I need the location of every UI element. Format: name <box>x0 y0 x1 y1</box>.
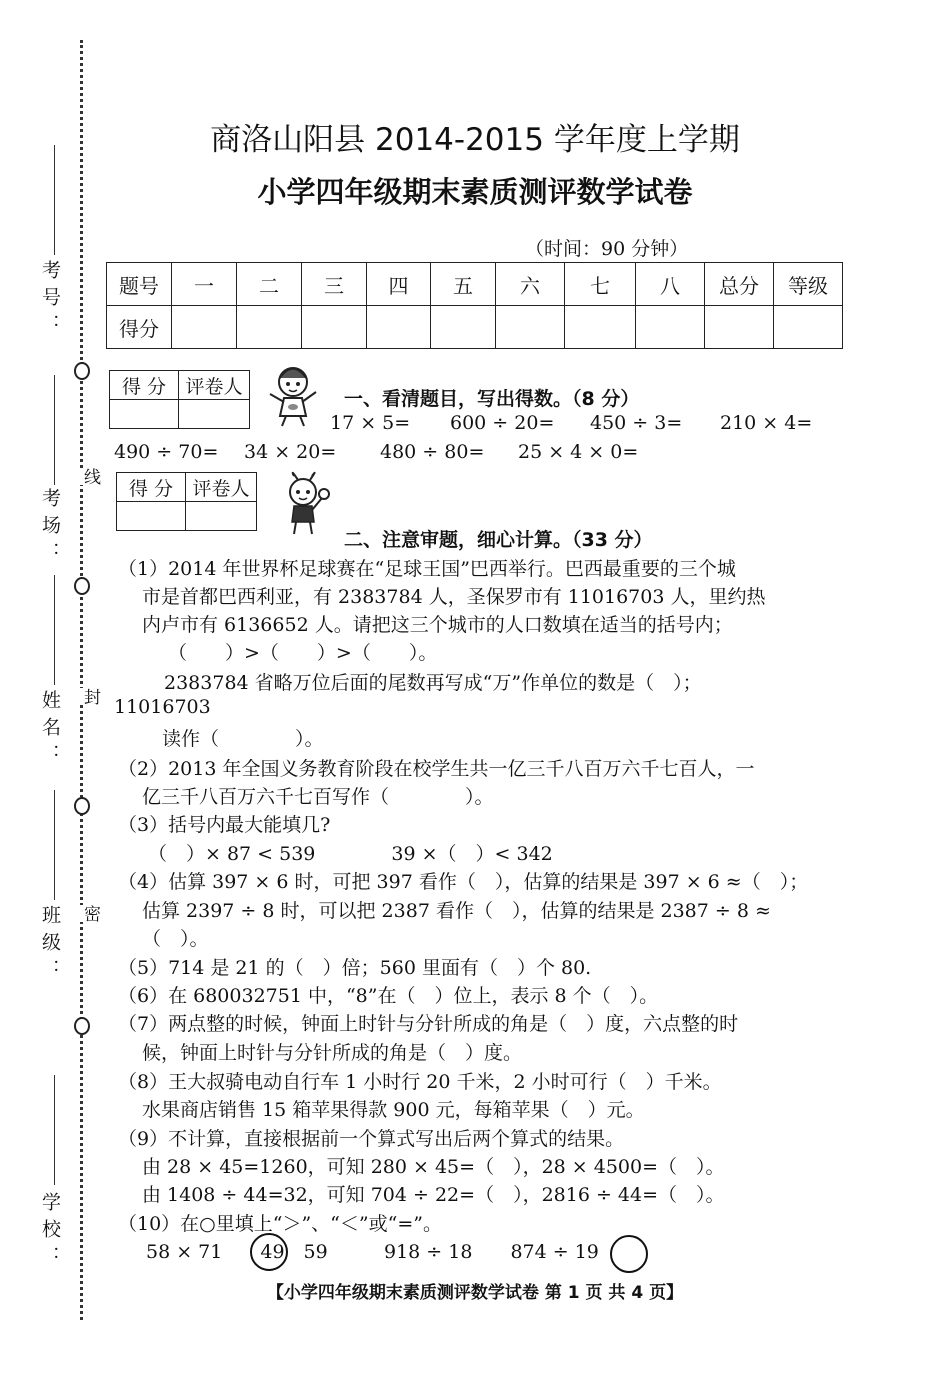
score-table-header-cell: 六 <box>496 263 565 306</box>
exam-number-label: 考号： <box>39 260 61 341</box>
grader-score-cell <box>117 502 186 531</box>
score-cell <box>431 306 496 349</box>
grader-score-cell <box>110 400 179 429</box>
score-table-header-cell: 二 <box>237 263 302 306</box>
score-table-header-cell: 八 <box>636 263 705 306</box>
question-line: 读作（ ）。 <box>162 728 324 750</box>
score-row-label: 得分 <box>107 306 172 349</box>
section1-problem: 17 × 5= <box>330 412 411 434</box>
score-cell <box>237 306 302 349</box>
score-table-header-row <box>107 263 843 306</box>
section1-grader-box <box>109 370 250 429</box>
section1-problem: 600 ÷ 20= <box>450 412 555 434</box>
question-line: （6）在 680032751 中，“8”在（ ）位上，表示 8 个（ ）。 <box>118 985 659 1007</box>
question-line: 2383784 省略万位后面的尾数再写成“万”作单位的数是（ ）； <box>164 672 702 694</box>
page-footer: 【小学四年级期末素质测评数学试卷 第 1 页 共 4 页】 <box>266 1283 684 1303</box>
question-line: 内卢市有 6136652 人。请把这三个城市的人口数填在适当的括号内； <box>142 614 733 636</box>
binding-circle <box>74 362 90 380</box>
question-line: （ ）。 <box>142 928 209 950</box>
question-line: 水果商店销售 15 箱苹果得款 900 元，每箱苹果（ ）元。 <box>142 1099 645 1121</box>
section2-grader-box <box>116 472 257 531</box>
grader-score-label: 得 分 <box>117 473 186 502</box>
score-cell <box>636 306 705 349</box>
exam-title-line1: 商洛山阳县 2014-2015 学年度上学期 <box>210 122 740 158</box>
grader-name-label: 评卷人 <box>179 371 250 400</box>
mascot-icon <box>276 470 332 536</box>
binding-circle <box>74 1017 90 1035</box>
score-table-score-row <box>107 306 843 349</box>
exam-room-label: 考场： <box>39 488 61 569</box>
score-cell <box>705 306 774 349</box>
question-line: （3）括号内最大能填几? <box>118 814 331 836</box>
class-label: 班级： <box>39 905 61 986</box>
section1-problem: 490 ÷ 70= <box>114 441 219 463</box>
question-line: （8）王大叔骑电动自行车 1 小时行 20 千米，2 小时可行（ ）千米。 <box>118 1071 722 1093</box>
comparison-expression: 918 ÷ 18 874 ÷ 19 <box>384 1241 599 1263</box>
score-table-header-cell: 一 <box>172 263 237 306</box>
name-label: 姓名： <box>39 690 61 771</box>
question-line: （10）在○里填上“＞”、“＜”或“=”。 <box>118 1213 442 1235</box>
question-line: 市是首都巴西利亚，有 2383784 人，圣保罗市有 11016703 人，里约热 <box>142 586 766 608</box>
score-cell <box>367 306 431 349</box>
comparison-expression: 58 × 71 49 59 <box>146 1241 328 1263</box>
question-line: （9）不计算，直接根据前一个算式写出后两个算式的结果。 <box>118 1128 625 1150</box>
score-table-header-cell: 题号 <box>107 263 172 306</box>
school-blank <box>54 1075 55 1185</box>
question-line: 亿三千八百万六千七百写作（ ）。 <box>142 786 494 808</box>
seal-char-line: 线 <box>78 468 103 485</box>
question-line: 由 28 × 45=1260，可知 280 × 45=（ ），28 × 4500=（ ）。 <box>142 1156 725 1178</box>
school-label: 学校： <box>39 1192 61 1273</box>
question-line: （ ）>（ ）>（ ）。 <box>168 642 438 664</box>
section1-problem: 480 ÷ 80= <box>380 441 485 463</box>
score-table-header-cell: 五 <box>431 263 496 306</box>
section1-problem: 210 × 4= <box>720 412 813 434</box>
seal-char-secret: 密 <box>78 905 103 922</box>
binding-circle <box>74 797 90 815</box>
score-table-header-cell: 四 <box>367 263 431 306</box>
section1-title: 一、看清题目，写出得数。（8 分） <box>344 388 640 410</box>
score-table <box>106 262 843 349</box>
score-cell <box>565 306 636 349</box>
score-cell <box>496 306 565 349</box>
mascot-icon <box>262 362 324 428</box>
seal-char-seal: 封 <box>78 688 103 705</box>
score-cell <box>774 306 843 349</box>
score-table-header-cell: 总分 <box>705 263 774 306</box>
grader-name-cell <box>186 502 257 531</box>
question-line: （ ）× 87 < 539 39 ×（ ）< 342 <box>148 843 553 865</box>
section1-problem: 25 × 4 × 0= <box>518 441 639 463</box>
question-line: 11016703 <box>114 696 211 718</box>
exam-room-blank <box>54 375 55 485</box>
section1-problem: 450 ÷ 3= <box>590 412 683 434</box>
binding-dotted-line <box>80 40 83 1320</box>
grader-name-cell <box>179 400 250 429</box>
section2-title: 二、注意审题，细心计算。（33 分） <box>344 529 653 551</box>
question-line: 候，钟面上时针与分针所成的角是（ ）度。 <box>142 1042 523 1064</box>
grader-score-label: 得 分 <box>110 371 179 400</box>
compare-answer-circle[interactable] <box>250 1233 288 1271</box>
score-table-header-cell: 七 <box>565 263 636 306</box>
class-blank <box>54 790 55 900</box>
score-cell <box>172 306 237 349</box>
exam-title-line2: 小学四年级期末素质测评数学试卷 <box>257 175 693 209</box>
grader-name-label: 评卷人 <box>186 473 257 502</box>
score-cell <box>302 306 367 349</box>
question-line: （2）2013 年全国义务教育阶段在校学生共一亿三千八百万六千七百人，一 <box>118 758 755 780</box>
question-line: （5）714 是 21 的（ ）倍；560 里面有（ ）个 80. <box>118 957 592 979</box>
question-line: （7）两点整的时候，钟面上时针与分针所成的角是（ ）度，六点整的时 <box>118 1013 739 1035</box>
score-table-header-cell: 等级 <box>774 263 843 306</box>
name-blank <box>54 575 55 685</box>
time-note: （时间：90 分钟） <box>525 238 689 260</box>
binding-circle <box>74 577 90 595</box>
question-line: （1）2014 年世界杯足球赛在“足球王国”巴西举行。巴西最重要的三个城 <box>118 558 736 580</box>
question-line: 由 1408 ÷ 44=32，可知 704 ÷ 22=（ ），2816 ÷ 44=（ ）。 <box>142 1184 725 1206</box>
question-line: （4）估算 397 × 6 时，可把 397 看作（ ），估算的结果是 397 × 6 ≈（ ）； <box>118 871 809 893</box>
score-table-header-cell: 三 <box>302 263 367 306</box>
section1-problem: 34 × 20= <box>244 441 337 463</box>
question-line: 估算 2397 ÷ 8 时，可以把 2387 看作（ ），估算的结果是 2387 ÷ 8 ≈ <box>142 900 771 922</box>
compare-answer-circle[interactable] <box>610 1235 648 1273</box>
